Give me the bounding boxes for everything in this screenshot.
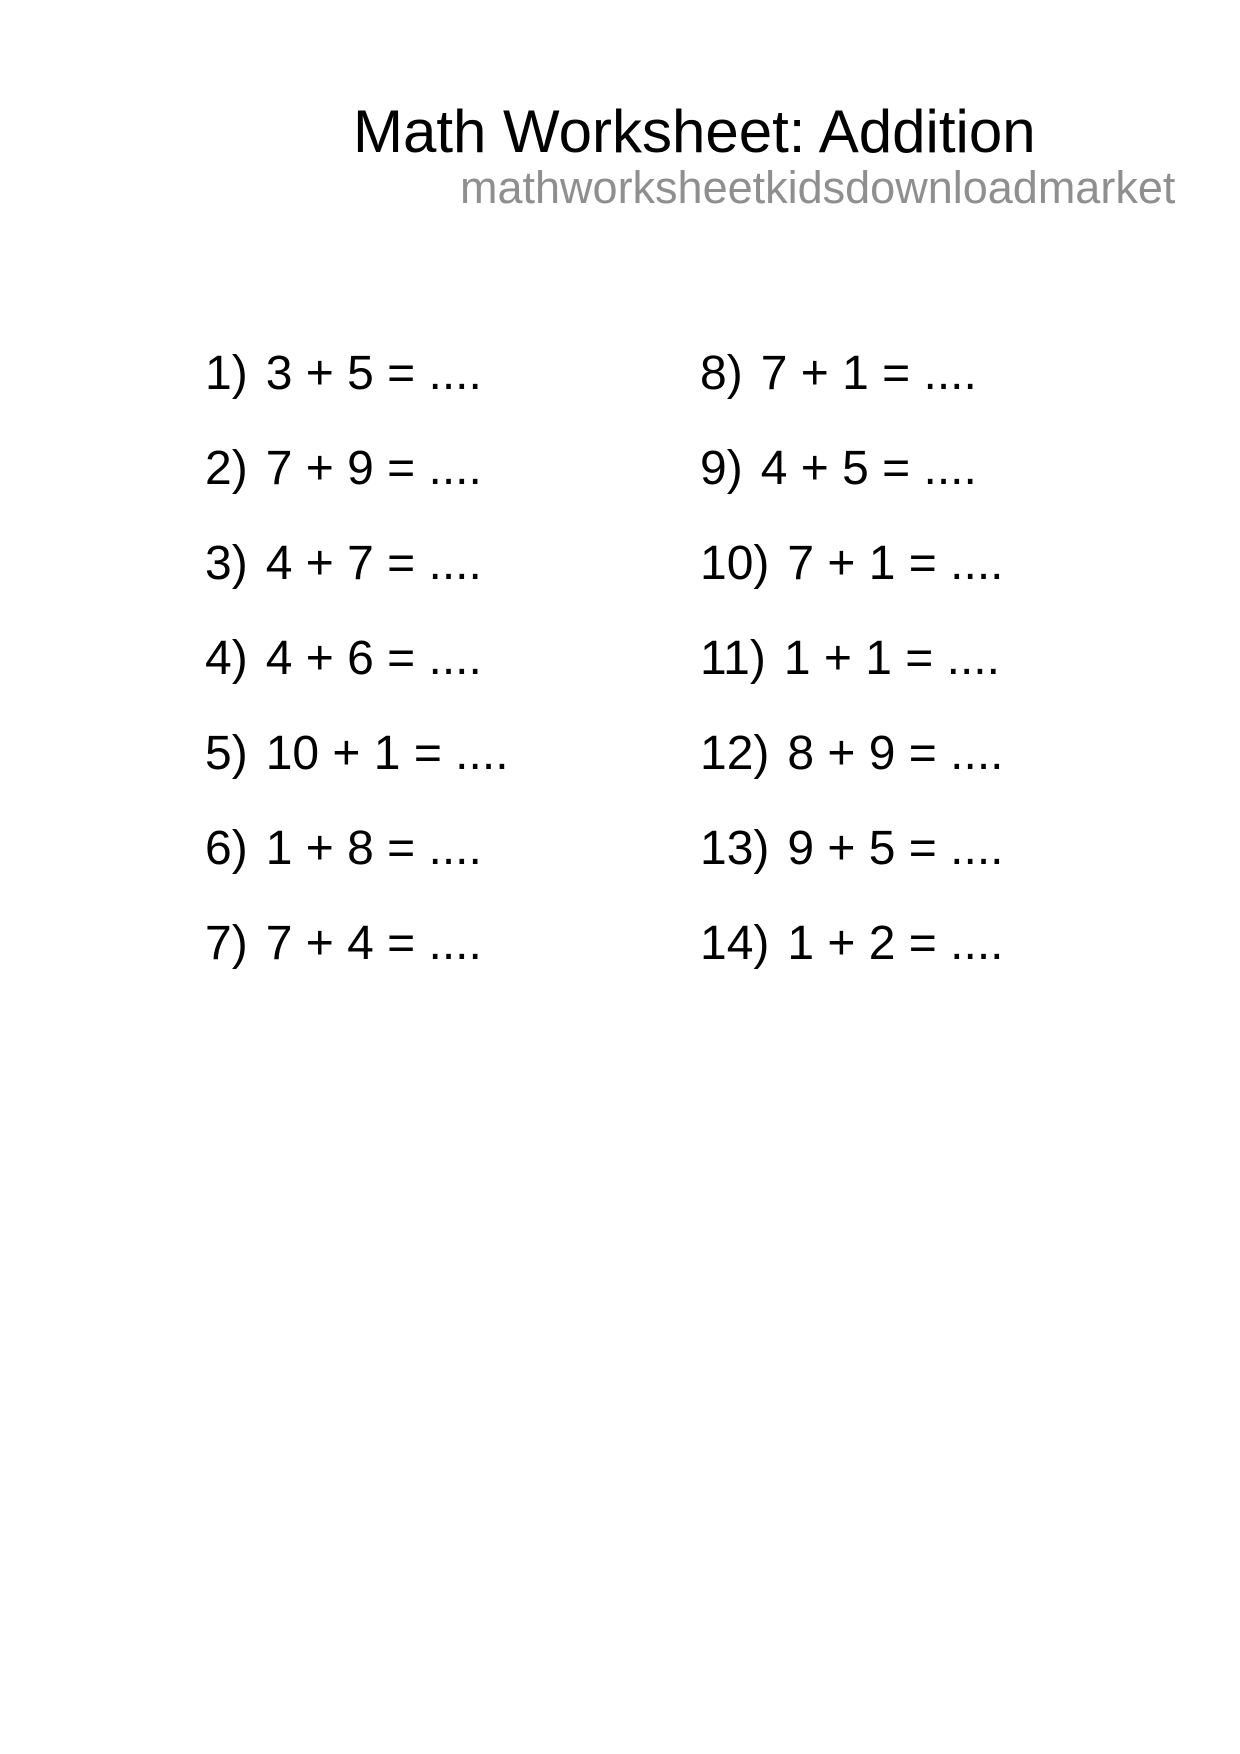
problem-number: 10) [700, 537, 770, 590]
problem-row-10 [700, 537, 1004, 590]
problem-number: 8) [700, 347, 743, 400]
problem-expression: 9 + 5 = .... [787, 822, 1004, 875]
watermark-text: mathworksheetkidsdownloadmarket [460, 162, 1176, 213]
problem-expression: 1 + 1 = .... [783, 632, 1000, 685]
problem-number: 4) [205, 632, 248, 685]
problem-number: 9) [700, 442, 743, 495]
problem-expression: 10 + 1 = .... [265, 727, 509, 780]
problem-expression: 7 + 1 = .... [787, 537, 1004, 590]
problem-expression: 4 + 5 = .... [760, 442, 977, 495]
problem-row-9 [700, 442, 1004, 495]
problems-column-right [700, 347, 1004, 970]
problem-row-3 [205, 537, 509, 590]
problem-number: 14) [700, 917, 770, 970]
problem-row-8 [700, 347, 1004, 400]
problems-column-left [205, 347, 509, 970]
problem-row-12 [700, 727, 1004, 780]
problem-expression: 1 + 2 = .... [787, 917, 1004, 970]
problem-expression: 7 + 1 = .... [760, 347, 977, 400]
problem-number: 1) [205, 347, 248, 400]
problem-row-11 [700, 632, 1004, 685]
page-title: Math Worksheet: Addition [353, 98, 1036, 165]
problem-row-14 [700, 917, 1004, 970]
problem-row-5 [205, 727, 509, 780]
problem-number: 6) [205, 822, 248, 875]
problem-expression: 4 + 6 = .... [265, 632, 482, 685]
problem-row-2 [205, 442, 509, 495]
problem-expression: 3 + 5 = .... [265, 347, 482, 400]
problem-number: 13) [700, 822, 770, 875]
problem-expression: 8 + 9 = .... [787, 727, 1004, 780]
problem-number: 7) [205, 917, 248, 970]
problem-number: 12) [700, 727, 770, 780]
problem-expression: 7 + 4 = .... [265, 917, 482, 970]
problem-row-1 [205, 347, 509, 400]
problem-expression: 1 + 8 = .... [265, 822, 482, 875]
problem-expression: 4 + 7 = .... [265, 537, 482, 590]
problem-number: 5) [205, 727, 248, 780]
problem-row-6 [205, 822, 509, 875]
problem-row-7 [205, 917, 509, 970]
problem-number: 2) [205, 442, 248, 495]
problem-number: 11) [700, 632, 766, 685]
problem-row-13 [700, 822, 1004, 875]
problem-number: 3) [205, 537, 248, 590]
problem-expression: 7 + 9 = .... [265, 442, 482, 495]
problem-row-4 [205, 632, 509, 685]
